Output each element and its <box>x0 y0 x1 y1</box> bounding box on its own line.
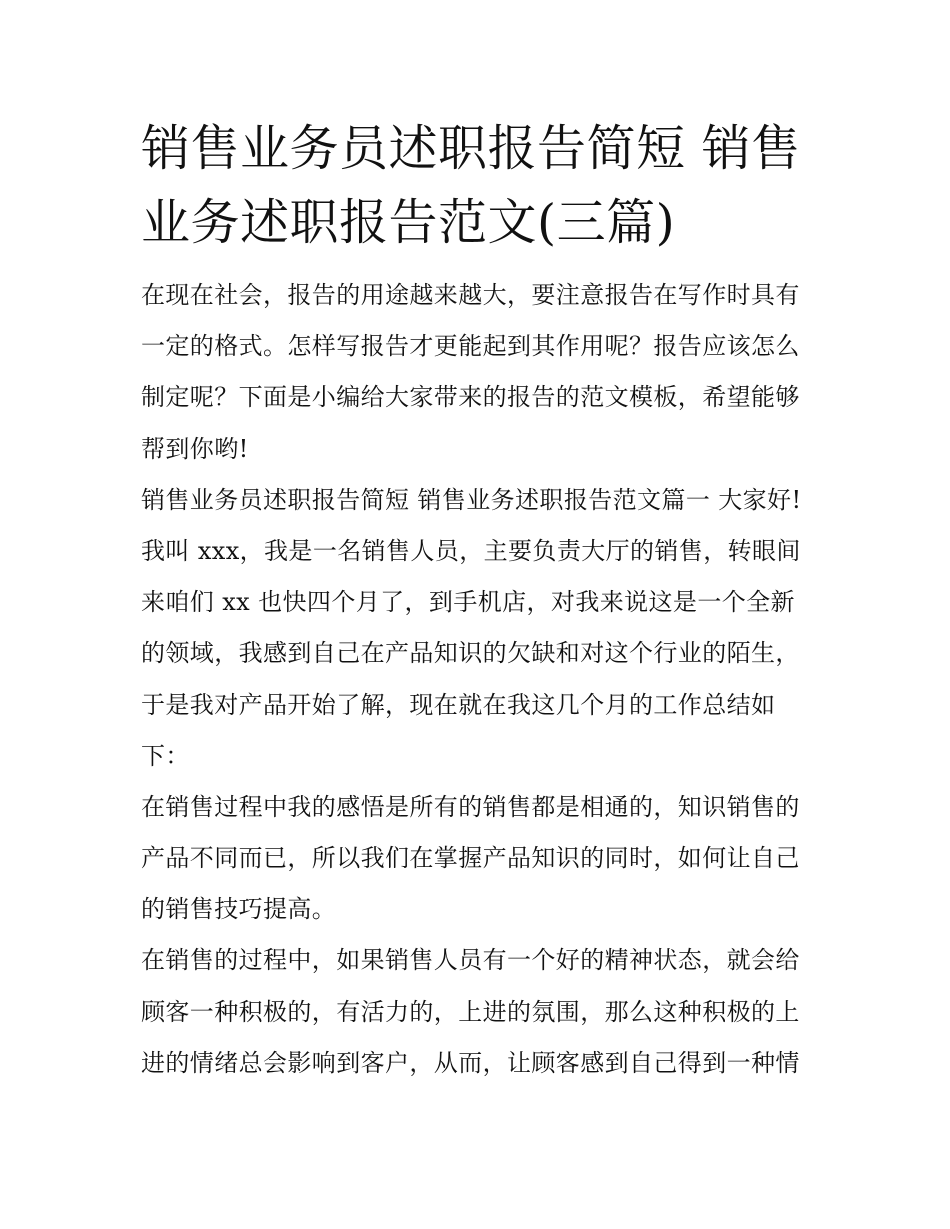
body-line: 帮到你哟! <box>141 434 249 463</box>
title-line: 销售业务员述职报告简短 销售 <box>141 120 801 177</box>
body-line: 一定的格式。怎样写报告才更能起到其作用呢？报告应该怎么 <box>141 332 800 361</box>
body-line: 来咱们 xx 也快四个月了，到手机店，对我来说这是一个全新 <box>141 588 795 617</box>
body-line: 在销售的过程中，如果销售人员有一个好的精神状态，就会给 <box>141 946 800 975</box>
body-line: 制定呢？下面是小编给大家带来的报告的范文模板，希望能够 <box>141 383 800 412</box>
title-line: 业务述职报告范文(三篇) <box>141 194 676 251</box>
body-line: 产品不同而已，所以我们在掌握产品知识的同时，如何让自己 <box>141 844 800 873</box>
document-body <box>141 270 821 1089</box>
body-line: 进的情绪总会影响到客户，从而，让顾客感到自己得到一种情 <box>141 1048 800 1077</box>
body-line: 销售业务员述职报告简短 销售业务述职报告范文篇一 大家好! <box>141 485 802 514</box>
body-line: 的领域，我感到自己在产品知识的欠缺和对这个行业的陌生， <box>141 639 800 668</box>
body-line: 下： <box>141 741 190 770</box>
body-line: 在销售过程中我的感悟是所有的销售都是相通的，知识销售的 <box>141 792 800 821</box>
body-line: 我叫 xxx，我是一名销售人员，主要负责大厅的销售，转眼间 <box>141 536 801 565</box>
body-line: 于是我对产品开始了解，现在就在我这几个月的工作总结如 <box>141 690 776 719</box>
document-title <box>141 112 821 260</box>
body-line: 在现在社会，报告的用途越来越大，要注意报告在写作时具有 <box>141 281 800 309</box>
document-content <box>141 112 821 1089</box>
body-line: 顾客一种积极的，有活力的，上进的氛围，那么这种积极的上 <box>141 997 800 1026</box>
body-line: 的销售技巧提高。 <box>141 895 337 924</box>
